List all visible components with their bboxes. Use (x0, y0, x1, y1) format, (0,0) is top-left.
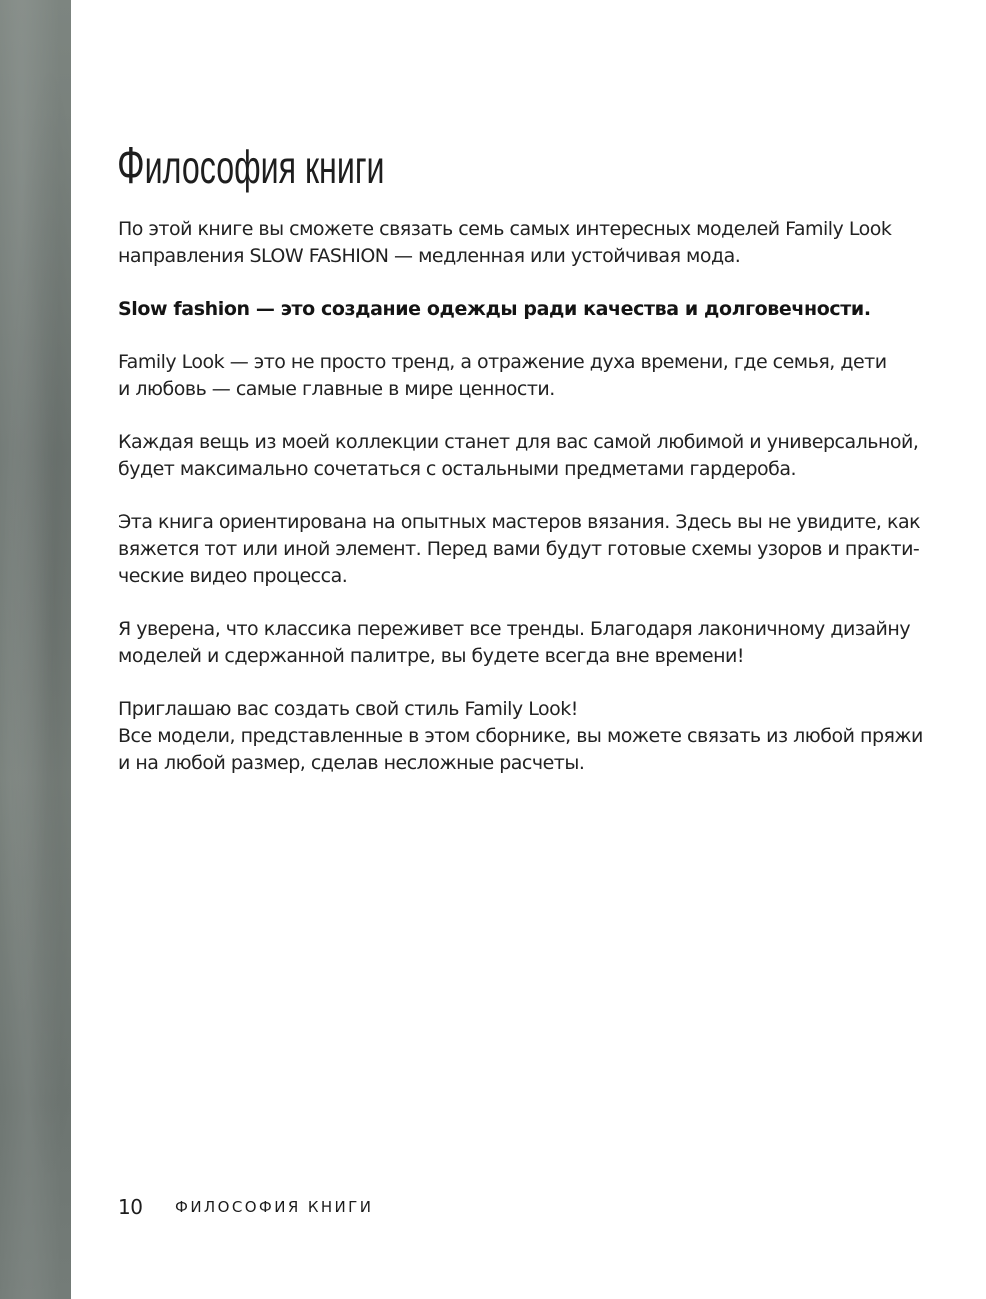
paragraph-intro (118, 216, 918, 270)
paragraph-classic (118, 616, 918, 670)
page-footer (118, 1193, 373, 1221)
text-line: моделей и сдержанной палитре, вы будете всегда вне времени! (118, 645, 744, 667)
page-title (117, 138, 385, 195)
page-title-rest: илософия книги (144, 141, 385, 193)
page-title-initial: Ф (117, 137, 145, 195)
text-line: Эта книга ориентирована на опытных мастеров вязания. Здесь вы не увидите, как (118, 511, 921, 533)
text-line: Все модели, представленные в этом сборнике, вы можете связать из любой пряжи (118, 725, 923, 747)
body-text (118, 216, 923, 803)
paragraph-slow-fashion-definition (118, 296, 918, 323)
text-line: направления SLOW FASHION — медленная или устойчивая мода. (118, 245, 741, 267)
text-line: вяжется тот или иной элемент. Перед вами будут готовые схемы узоров и практи- (118, 538, 920, 560)
text-line: Family Look — это не просто тренд, а отражение духа времени, где семья, дети (118, 351, 887, 373)
text-line: будет максимально сочетаться с остальными предметами гардероба. (118, 458, 797, 480)
text-line: Каждая вещь из моей коллекции станет для вас самой любимой и универсальной, (118, 431, 919, 453)
paragraph-family-look (118, 349, 918, 403)
text-line: ческие видео процесса. (118, 565, 348, 587)
text-line: Приглашаю вас создать свой стиль Family Look! (118, 698, 578, 720)
text-line: Slow fashion — это создание одежды ради качества и долговечности. (118, 298, 871, 320)
paragraph-invitation (118, 696, 923, 777)
page-edge-band (0, 0, 71, 1299)
text-line: По этой книге вы сможете связать семь самых интересных моделей Family Look (118, 218, 892, 240)
text-line: и на любой размер, сделав несложные расчеты. (118, 752, 585, 774)
paragraph-audience (118, 509, 921, 590)
text-line: Я уверена, что классика переживет все тренды. Благодаря лаконичному дизайну (118, 618, 911, 640)
text-line: и любовь — самые главные в мире ценности. (118, 378, 555, 400)
page-number: 10 (118, 1195, 143, 1219)
paragraph-collection (118, 429, 918, 483)
running-title: ФИЛОСОФИЯ КНИГИ (175, 1198, 374, 1216)
